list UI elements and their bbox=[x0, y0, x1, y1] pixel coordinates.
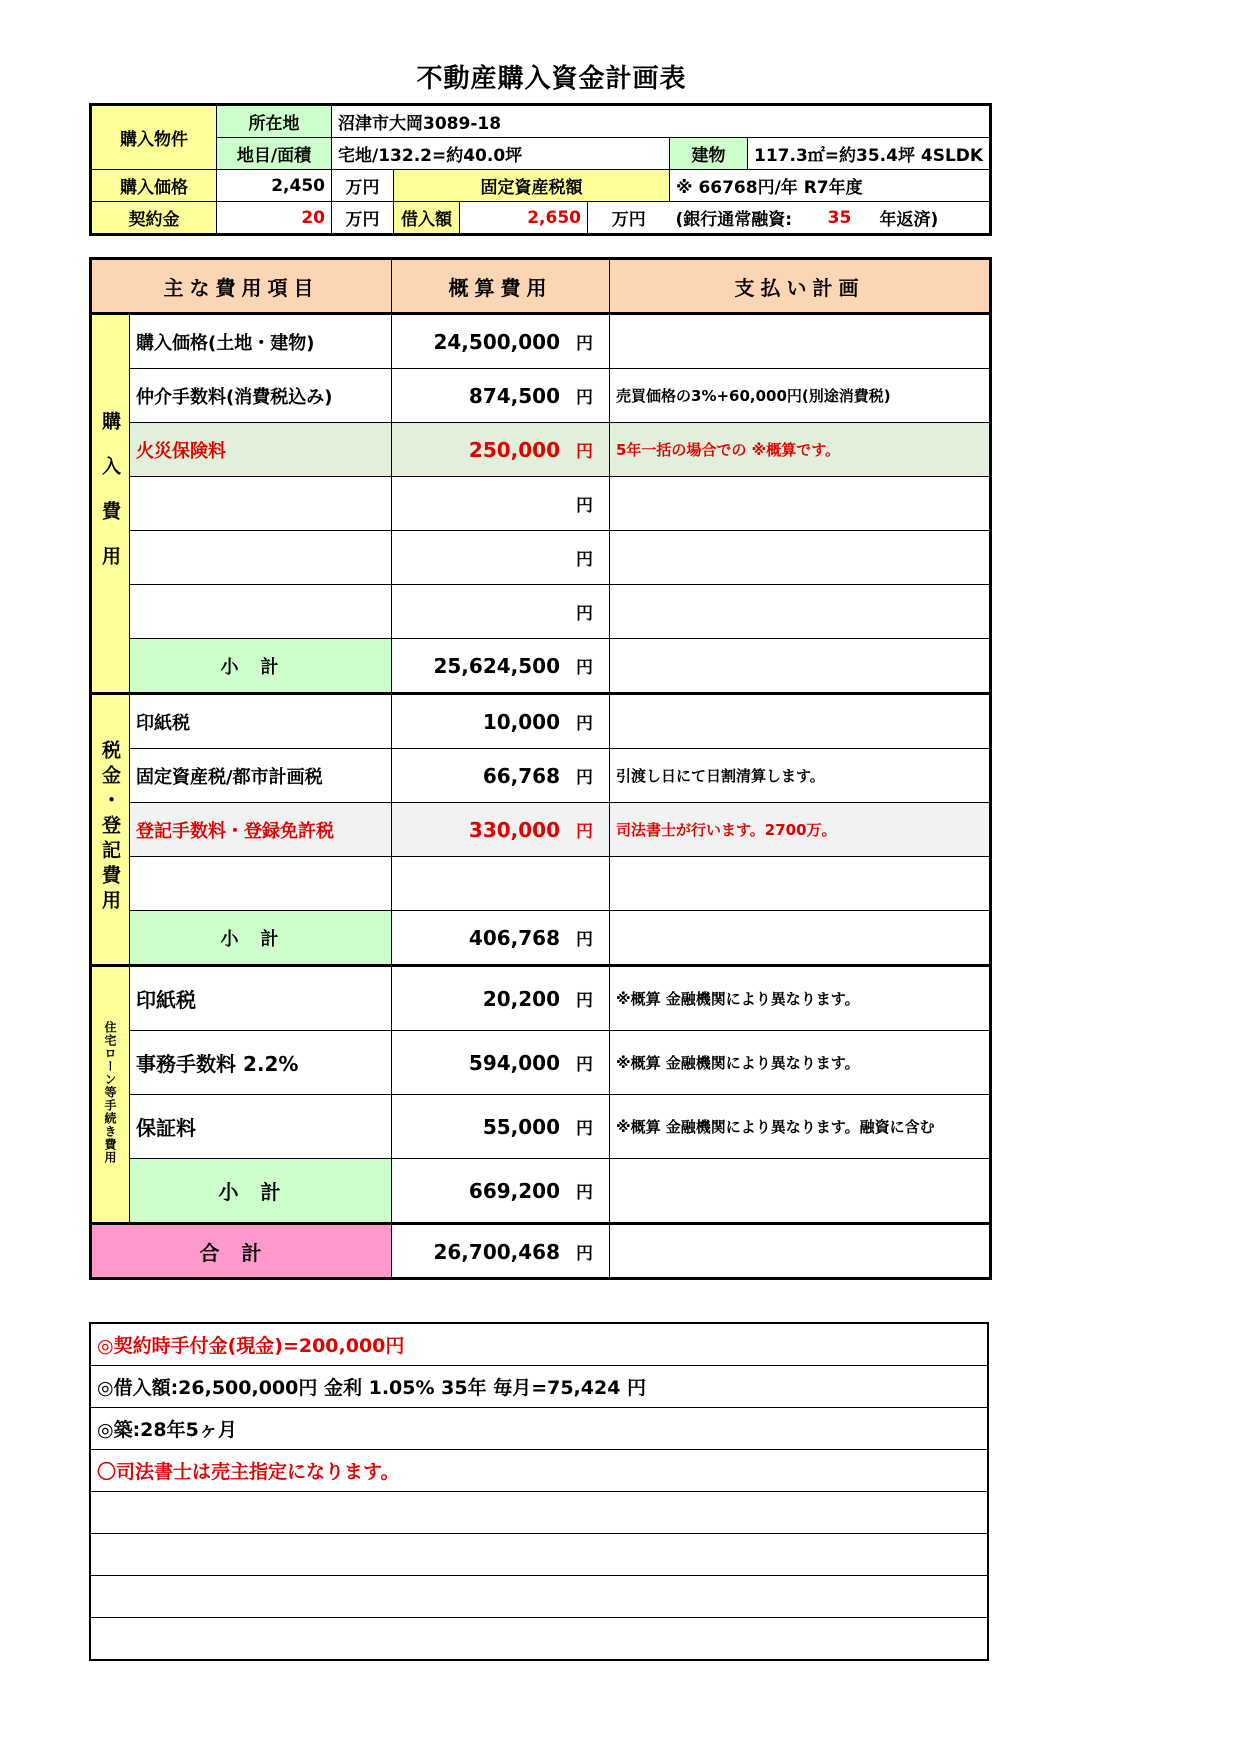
item-cell bbox=[130, 857, 392, 911]
table-row bbox=[91, 477, 991, 531]
table-row bbox=[91, 749, 991, 803]
table-row bbox=[91, 1031, 991, 1095]
table-row bbox=[91, 531, 991, 585]
subtotal-amount: 406,768 円 bbox=[392, 911, 610, 966]
table-row bbox=[91, 857, 991, 911]
note-cell: 売買価格の3%+60,000円(別途消費税) bbox=[610, 369, 991, 423]
price-label: 購入価格 bbox=[91, 170, 217, 202]
loan-unit: 万円 bbox=[588, 202, 670, 235]
amount-cell: 250,000 円 bbox=[392, 423, 610, 477]
tax-label: 固定資産税額 bbox=[394, 170, 670, 202]
header-plan: 支払い計画 bbox=[610, 259, 991, 314]
note-cell bbox=[610, 477, 991, 531]
land-label: 地目/面積 bbox=[217, 138, 332, 170]
note-cell: ※概算 金融機関により異なります。 bbox=[610, 1031, 991, 1095]
note-cell bbox=[610, 531, 991, 585]
location-value: 沼津市大岡3089-18 bbox=[332, 105, 991, 138]
note-cell: 引渡し日にて日割清算します。 bbox=[610, 749, 991, 803]
note-cell: ※概算 金融機関により異なります。 bbox=[610, 966, 991, 1031]
header-row bbox=[91, 259, 991, 314]
item-cell bbox=[130, 477, 392, 531]
note-cell bbox=[610, 585, 991, 639]
item-cell: 登記手数料・登録免許税 bbox=[130, 803, 392, 857]
note-cell: 5年一括の場合での ※概算です。 bbox=[610, 423, 991, 477]
section-purchase-label: 購入費用 bbox=[91, 314, 130, 694]
subtotal-label: 小計 bbox=[130, 1159, 392, 1224]
section-loan-label: 住宅ローン等手続き費用 bbox=[91, 966, 130, 1224]
amount-cell: 55,000 円 bbox=[392, 1095, 610, 1159]
section-tax-label: 税金・登記費用 bbox=[91, 694, 130, 966]
subtotal-row bbox=[91, 1159, 991, 1224]
note-line: 〇司法書士は売主指定になります。 bbox=[90, 1450, 988, 1492]
item-cell: 購入価格(土地・建物) bbox=[130, 314, 392, 369]
amount-cell: 円 bbox=[392, 585, 610, 639]
note-line: ◎借入額:26,500,000円 金利 1.05% 35年 毎月=75,424 円 bbox=[90, 1366, 988, 1408]
amount-cell: 594,000 円 bbox=[392, 1031, 610, 1095]
amount-cell: 20,200 円 bbox=[392, 966, 610, 1031]
table-row bbox=[91, 694, 991, 749]
table-row bbox=[91, 966, 991, 1031]
item-cell: 事務手数料 2.2% bbox=[130, 1031, 392, 1095]
item-cell bbox=[130, 531, 392, 585]
note-line bbox=[90, 1492, 988, 1534]
note-line bbox=[90, 1534, 988, 1576]
bank-note: (銀行通常融資: bbox=[670, 202, 806, 235]
location-label: 所在地 bbox=[217, 105, 332, 138]
amount-cell: 10,000 円 bbox=[392, 694, 610, 749]
note-line bbox=[90, 1618, 988, 1661]
loan-label: 借入額 bbox=[394, 202, 460, 235]
total-label: 合計 bbox=[91, 1224, 392, 1279]
item-cell: 仲介手数料(消費税込み) bbox=[130, 369, 392, 423]
note-line: ◎築:28年5ヶ月 bbox=[90, 1408, 988, 1450]
total-row bbox=[91, 1224, 991, 1279]
cost-table bbox=[89, 257, 992, 1280]
property-info-table bbox=[89, 103, 992, 236]
building-label: 建物 bbox=[670, 138, 748, 170]
item-cell: 印紙税 bbox=[130, 966, 392, 1031]
note-line bbox=[90, 1576, 988, 1618]
item-cell: 火災保険料 bbox=[130, 423, 392, 477]
subtotal-row bbox=[91, 639, 991, 694]
loan-value: 2,650 bbox=[460, 202, 588, 235]
note-cell bbox=[610, 314, 991, 369]
tax-value: ※ 66768円/年 R7年度 bbox=[670, 170, 991, 202]
header-amount: 概算費用 bbox=[392, 259, 610, 314]
amount-cell: 66,768 円 bbox=[392, 749, 610, 803]
price-value: 2,450 bbox=[217, 170, 332, 202]
deposit-label: 契約金 bbox=[91, 202, 217, 235]
subtotal-row bbox=[91, 911, 991, 966]
deposit-value: 20 bbox=[217, 202, 332, 235]
subtotal-amount: 25,624,500 円 bbox=[392, 639, 610, 694]
note-cell bbox=[610, 1224, 991, 1279]
item-cell: 保証料 bbox=[130, 1095, 392, 1159]
amount-cell: 874,500 円 bbox=[392, 369, 610, 423]
amount-cell: 円 bbox=[392, 477, 610, 531]
deposit-unit: 万円 bbox=[332, 202, 394, 235]
table-row bbox=[91, 803, 991, 857]
amount-cell bbox=[392, 857, 610, 911]
note-cell bbox=[610, 694, 991, 749]
note-cell bbox=[610, 1159, 991, 1224]
table-row bbox=[91, 314, 991, 369]
table-row bbox=[91, 369, 991, 423]
note-cell bbox=[610, 911, 991, 966]
building-value: 117.3㎡=約35.4坪 4SLDK bbox=[748, 138, 991, 170]
land-value: 宅地/132.2=約40.0坪 bbox=[332, 138, 670, 170]
table-row bbox=[91, 1095, 991, 1159]
table-row bbox=[91, 423, 991, 477]
header-item: 主な費用項目 bbox=[91, 259, 392, 314]
total-amount: 26,700,468 円 bbox=[392, 1224, 610, 1279]
years-suffix: 年返済) bbox=[874, 202, 991, 235]
price-unit: 万円 bbox=[332, 170, 394, 202]
table-row bbox=[91, 585, 991, 639]
amount-cell: 330,000 円 bbox=[392, 803, 610, 857]
note-cell bbox=[610, 857, 991, 911]
note-cell: ※概算 金融機関により異なります。融資に含む bbox=[610, 1095, 991, 1159]
item-cell: 固定資産税/都市計画税 bbox=[130, 749, 392, 803]
notes-table bbox=[89, 1322, 989, 1661]
property-label: 購入物件 bbox=[91, 105, 217, 170]
amount-cell: 24,500,000 円 bbox=[392, 314, 610, 369]
item-cell bbox=[130, 585, 392, 639]
note-cell: 司法書士が行います。2700万。 bbox=[610, 803, 991, 857]
subtotal-amount: 669,200 円 bbox=[392, 1159, 610, 1224]
loan-years: 35 bbox=[806, 202, 874, 235]
item-cell: 印紙税 bbox=[130, 694, 392, 749]
note-cell bbox=[610, 639, 991, 694]
subtotal-label: 小計 bbox=[130, 639, 392, 694]
note-line: ◎契約時手付金(現金)=200,000円 bbox=[90, 1323, 988, 1366]
page-title: 不動産購入資金計画表 bbox=[416, 64, 687, 94]
subtotal-label: 小計 bbox=[130, 911, 392, 966]
amount-cell: 円 bbox=[392, 531, 610, 585]
